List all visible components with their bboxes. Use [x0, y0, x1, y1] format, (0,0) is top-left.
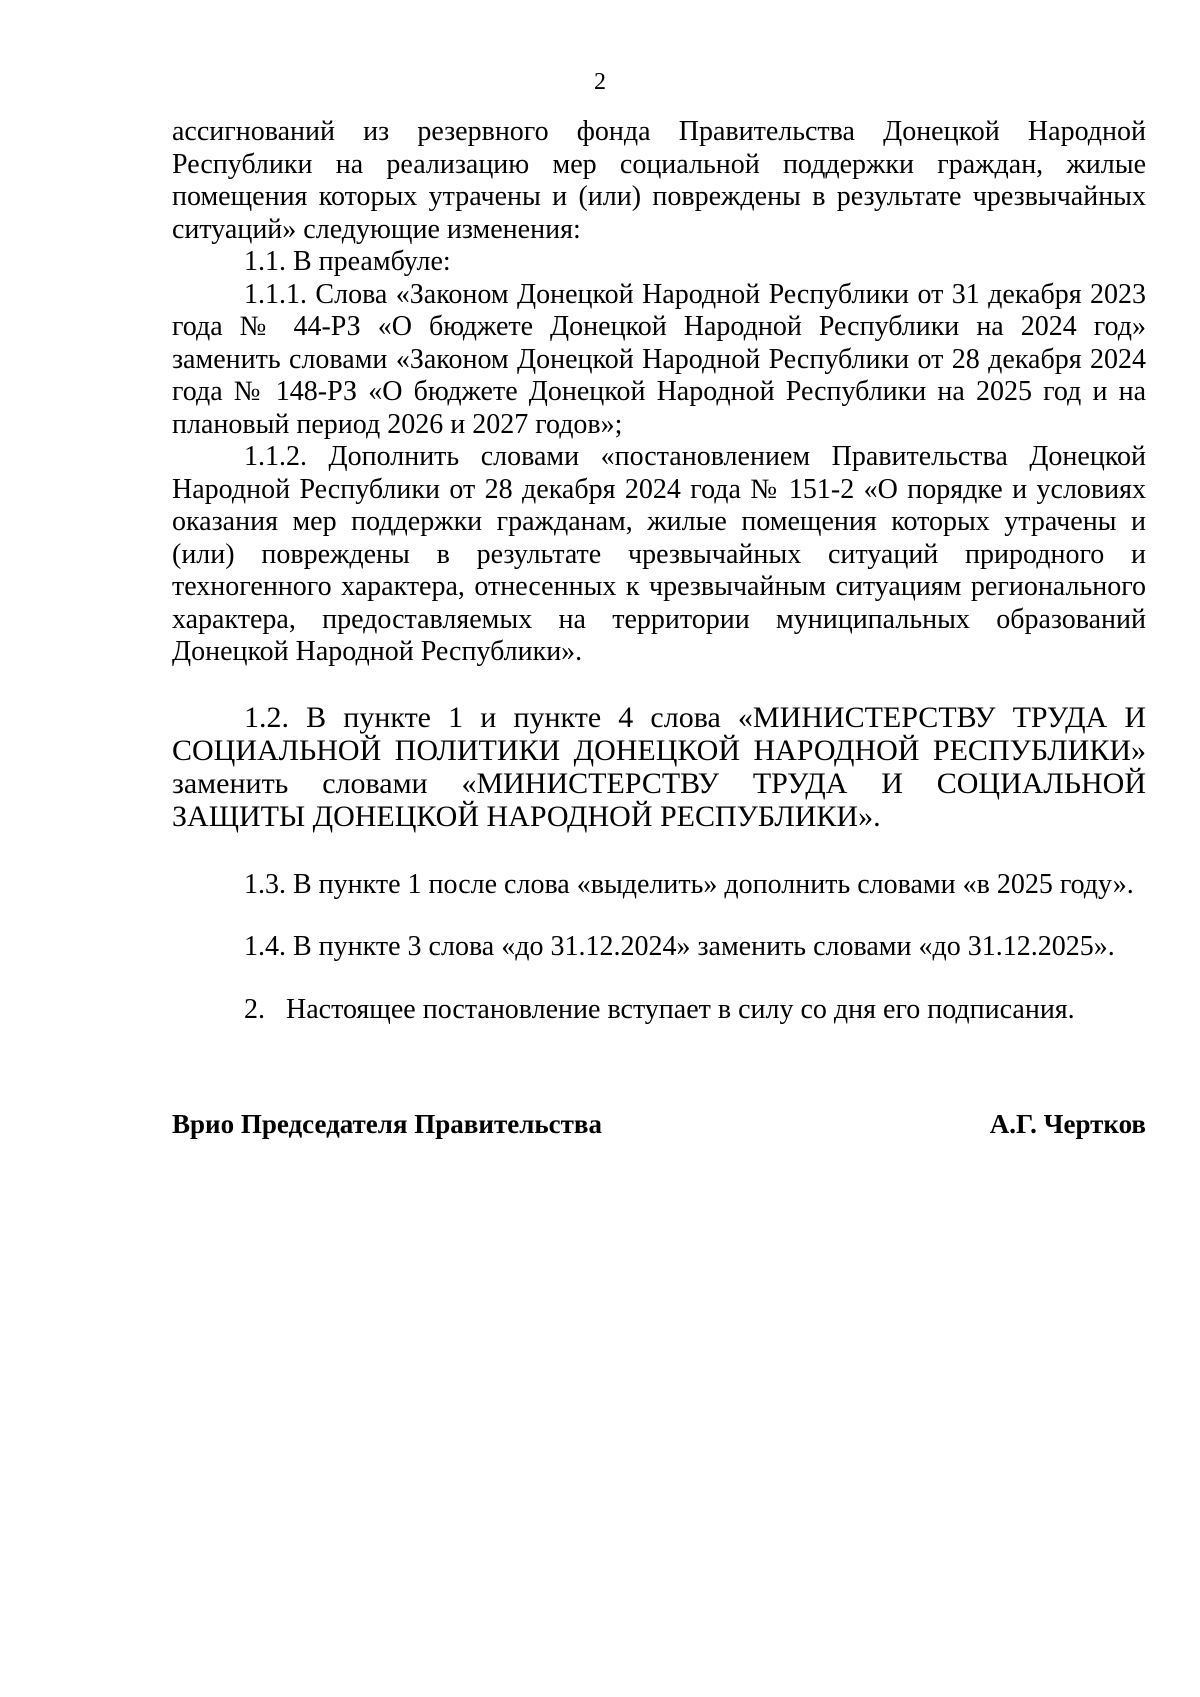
document-body — [172, 116, 1146, 1026]
paragraph-1-1-2: 1.1.2. Дополнить словами «постановлением Правительства Донецкой Народной Республики от 28 декабря 2024 года № 151-2 «О порядке и условиях оказания мер поддержки гражданам, жилые помещения которых утрачены и (или) повреждены в результате чрезвычайных ситуаций природного и техногенного характера, отнесенных к чрезвычайным ситуациям регионального характера, предоставляемых на территории муниципальных образований Донецкой Народной Республики». — [172, 441, 1146, 667]
signatory-name: А.Г. Чертков — [989, 1109, 1146, 1139]
paragraph-2: 2. Настоящее постановление вступает в силу со дня его подписания. — [244, 993, 1075, 1025]
paragraph-1-4: 1.4. В пункте 3 слова «до 31.12.2024» заменить словами «до 31.12.2025». — [244, 931, 1115, 962]
paragraph-1-1-1: 1.1.1. Слова «Законом Донецкой Народной Республики от 31 декабря 2023 года № 44-РЗ «О бюджете Донецкой Народной Республики на 2024 год» заменить словами «Законом Донецкой Народной Республики от 28 декабря 2024 года № 148-РЗ «О бюджете Донецкой Народной Республики на 2025 год и на плановый период 2026 и 2027 годов»; — [172, 278, 1146, 440]
paragraph-continuation: ассигнований из резервного фонда Правительства Донецкой Народной Республики на реализацию мер социальной поддержки граждан, жилые помещения которых утрачены и (или) повреждены в результате чрезвычайных ситуаций» следующие изменения: — [172, 116, 1146, 245]
page-number: 2 — [594, 69, 606, 95]
paragraph-1-1: 1.1. В преамбуле: — [244, 246, 451, 277]
paragraph-1-2: 1.2. В пункте 1 и пункте 4 слова «МИНИСТЕРСТВУ ТРУДА И СОЦИАЛЬНОЙ ПОЛИТИКИ ДОНЕЦКОЙ НАРОДНОЙ РЕСПУБЛИКИ» заменить словами «МИНИСТЕРСТВУ ТРУДА И СОЦИАЛЬНОЙ ЗАЩИТЫ ДОНЕЦКОЙ НАРОДНОЙ РЕСПУБЛИКИ». — [172, 700, 1146, 833]
signature-block — [172, 1108, 1146, 1140]
signatory-position: Врио Председателя Правительства — [172, 1109, 602, 1139]
paragraph-1-3: 1.3. В пункте 1 после слова «выделить» дополнить словами «в 2025 году». — [244, 868, 1134, 900]
